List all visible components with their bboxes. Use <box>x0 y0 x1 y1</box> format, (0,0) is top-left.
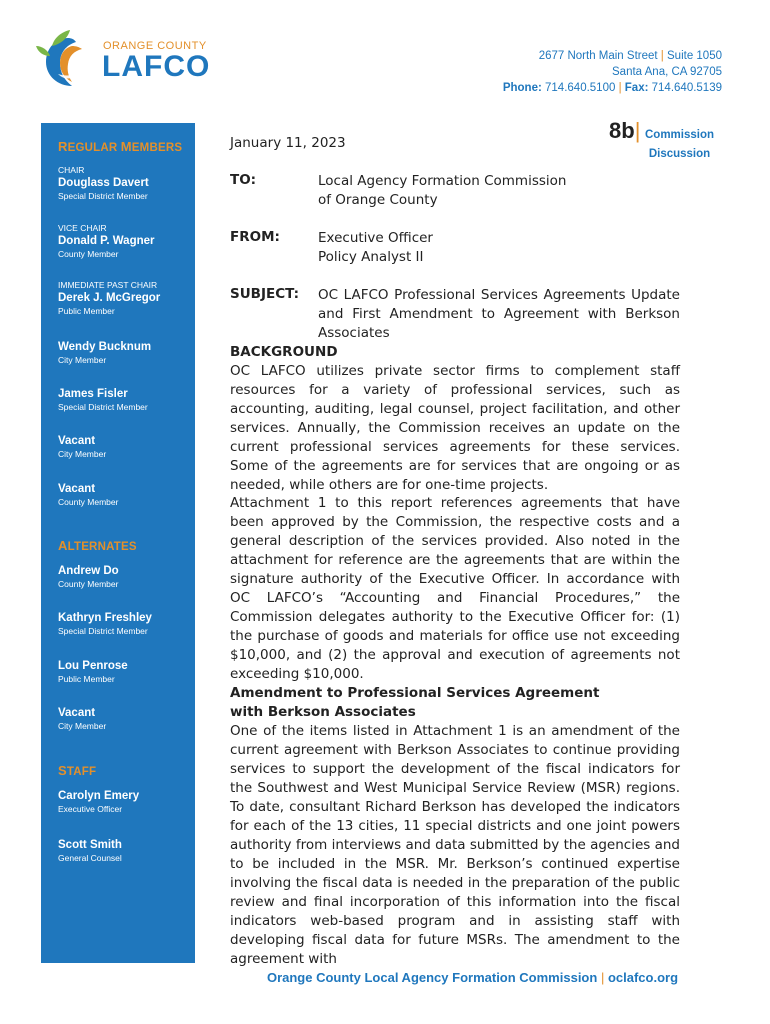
from-label: FROM: <box>230 229 280 245</box>
alternates-heading: ALTERNATES <box>58 538 137 553</box>
background-paragraph-2: Attachment 1 to this report references agreements that have been approved by the Commission, the respective costs and a general description of the services provided. Also noted in the attachment for reference are the agreements that are within the signature authority of the Executive Officer. In accordance with OC LAFCO’s “Accounting and Financial Procedures,” the Commission delegates authority to the Executive Officer for: (1) the purchase of goods and materials for office use not exceeding $10,000, and (2) the approval and execution of agreements not exceeding $10,000. <box>230 495 680 682</box>
agenda-item-number: 8b| <box>609 118 641 143</box>
staff-heading: STAFF <box>58 763 97 778</box>
member-item: Vacant County Member <box>58 483 119 507</box>
alternate-item: Andrew Do County Member <box>58 565 119 589</box>
logo-name-text: LAFCO <box>102 50 211 83</box>
regular-members-heading: REGULAR MEMBERS <box>58 139 183 154</box>
footer-org: Orange County Local Agency Formation Commission <box>266 970 598 985</box>
address-street: 2677 North Main Street <box>538 50 658 62</box>
fax-number: 714.640.5139 <box>651 82 722 94</box>
phone-label: Phone: <box>502 82 542 94</box>
members-sidebar <box>41 123 195 963</box>
amendment-paragraph: One of the items listed in Attachment 1 is an amendment of the current agreement with Berkson Associates to continue providing services to support the development of the fiscal indicators for the Southwest and West Municipal Service Review (MSR) regions. To date, consultant Richard Berkson has developed the indicators for each of the 13 cities, 11 special districts and one joint powers authority from interviews and data submitted by the agencies and to be included in the MSR. Mr. Berkson’s continued expertise involving the fiscal data is needed in the preparation of the public review and final incorporation of this information into the fiscal indicators web-based program and in assisting staff with developing fiscal data for future MSRs. The amendment to the agreement with <box>230 723 680 967</box>
agenda-item-label: Commission Discussion <box>645 129 715 160</box>
lafco-logo <box>28 16 218 96</box>
subject-label: SUBJECT: <box>230 286 299 302</box>
subject-value: OC LAFCO Professional Services Agreements Update and First Amendment to Agreement with Berkson Associates <box>318 287 680 341</box>
to-value: Local Agency Formation Commission of Orange County <box>318 173 567 208</box>
member-vice-chair: VICE CHAIR Donald P. Wagner County Member <box>58 223 155 259</box>
logo-org-text: ORANGE COUNTY <box>103 40 207 52</box>
phone-number: 714.640.5100 <box>545 82 616 94</box>
page-footer: Orange County Local Agency Formation Commission | oclafco.org <box>266 970 679 985</box>
address-suite: Suite 1050 <box>667 50 722 62</box>
alternate-item: Vacant City Member <box>58 707 107 731</box>
member-item: James Fisler Special District Member <box>58 388 148 412</box>
address-block: 2677 North Main Street | Suite 1050 Santa Ana, CA 92705 Phone: 714.640.5100 | Fax: 714.640.5139 <box>502 50 722 94</box>
memo-date: January 11, 2023 <box>230 135 346 151</box>
staff-item: Scott Smith General Counsel <box>58 839 122 863</box>
to-label: TO: <box>230 172 257 188</box>
alternate-item: Lou Penrose Public Member <box>58 660 128 684</box>
background-paragraph-1: OC LAFCO utilizes private sector firms to complement staff resources for a variety of professional services, such as accounting, auditing, legal counsel, project facilitation, and other services. Annually, the Commission receives an update on the current professional services agreements for these services. Some of the agreements are for services that are ongoing or as needed, while others are for one-time projects. <box>230 363 680 493</box>
background-heading: BACKGROUND <box>230 344 338 360</box>
member-past-chair: IMMEDIATE PAST CHAIR Derek J. McGregor Public Member <box>58 280 161 316</box>
member-item: Wendy Bucknum City Member <box>58 341 152 365</box>
footer-site-link[interactable]: oclafco.org <box>607 970 679 985</box>
alternate-item: Kathryn Freshley Special District Member <box>58 612 152 636</box>
amendment-heading: Amendment to Professional Services Agreement with Berkson Associates <box>230 685 600 720</box>
from-value: Executive Officer Policy Analyst II <box>318 230 433 265</box>
member-chair: CHAIR Douglass Davert Special District Member <box>58 165 149 201</box>
address-city: Santa Ana, CA 92705 <box>612 66 722 78</box>
staff-item: Carolyn Emery Executive Officer <box>58 790 140 814</box>
amendment-section <box>230 684 680 969</box>
member-item: Vacant City Member <box>58 435 107 459</box>
background-section <box>230 343 680 495</box>
lafco-logo-icon <box>28 16 104 92</box>
fax-label: Fax: <box>624 82 649 94</box>
